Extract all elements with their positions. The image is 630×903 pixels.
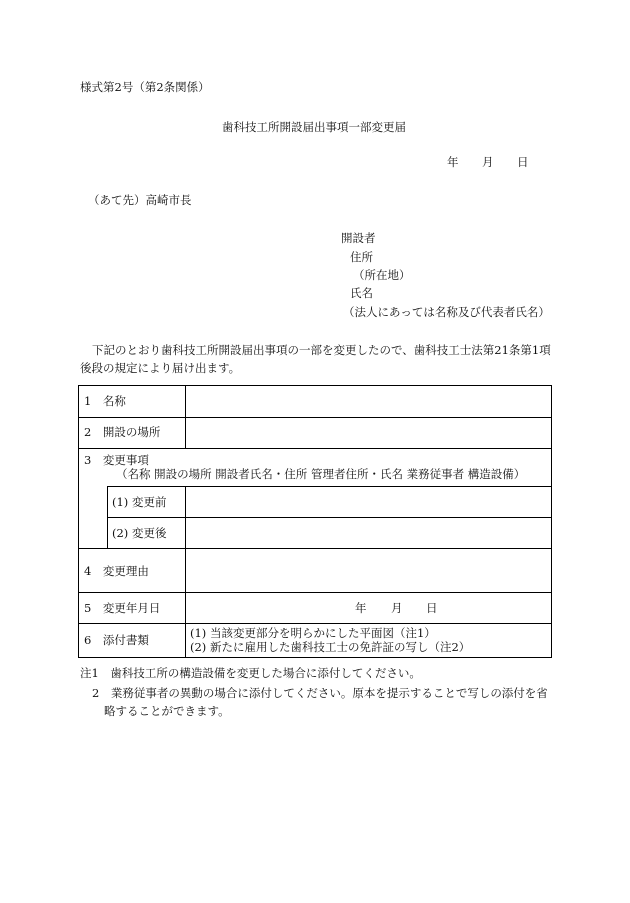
attachment-item-2: (2) 新たに雇用した歯科技工士の免許証の写し（注2） xyxy=(190,640,471,654)
change-items-list: （名称 開設の場所 開設者氏名・住所 管理者住所・氏名 業務従事者 構造設備） xyxy=(116,467,526,481)
applicant-location-label: （所在地） xyxy=(353,268,411,282)
note-1: 注1 歯科技工所の構造設備を変更した場合に添付してください。 xyxy=(80,666,421,680)
attachment-item-1: (1) 当該変更部分を明らかにした平面図（注1） xyxy=(190,626,436,640)
applicant-name-label: 氏名 xyxy=(350,286,373,300)
date-year-label: 年 xyxy=(447,155,459,169)
date-month-label: 月 xyxy=(482,155,494,169)
row-label-change-date: 5 変更年月日 xyxy=(84,601,161,615)
form-table xyxy=(78,385,552,658)
applicant-corp-note: （法人にあっては名称及び代表者氏名） xyxy=(343,305,550,319)
row-divider xyxy=(79,592,551,593)
row-label-reason: 4 変更理由 xyxy=(84,564,149,578)
intro-line-1: 下記のとおり歯科技工所開設届出事項の一部を変更したので、歯科技工士法第21条第1項 xyxy=(92,343,551,357)
row-label-name: 1 名称 xyxy=(84,394,126,408)
applicant-role: 開設者 xyxy=(341,231,376,245)
column-divider xyxy=(185,486,186,657)
note-2: 2 業務従事者の異動の場合に添付してください。原本を提示することで写しの添付を省 xyxy=(92,686,548,700)
date-day-label: 日 xyxy=(517,155,529,169)
addressee: （あて先）高崎市長 xyxy=(88,193,192,207)
row-label-location: 2 開設の場所 xyxy=(84,425,161,439)
row-divider xyxy=(79,448,551,449)
page-title: 歯科技工所開設届出事項一部変更届 xyxy=(222,120,406,134)
row-label-attachments: 6 添付書類 xyxy=(84,633,149,647)
row-label-before: (1) 変更前 xyxy=(112,495,167,509)
row-divider xyxy=(79,623,551,624)
column-divider xyxy=(107,486,108,548)
change-date-day: 日 xyxy=(426,601,438,615)
row-divider xyxy=(107,517,551,518)
applicant-address-label: 住所 xyxy=(350,250,373,264)
row-label-after: (2) 変更後 xyxy=(112,526,167,540)
change-date-year: 年 xyxy=(355,601,367,615)
note-2-continued: 略することができます。 xyxy=(104,704,230,718)
intro-line-2: 後段の規定により届け出ます。 xyxy=(80,361,241,375)
row-divider xyxy=(79,417,551,418)
row-label-changes: 3 変更事項 xyxy=(84,453,149,467)
change-date-month: 月 xyxy=(391,601,403,615)
column-divider xyxy=(185,386,186,448)
row-divider xyxy=(79,548,551,549)
form-number: 様式第2号（第2条関係） xyxy=(80,80,210,94)
row-divider xyxy=(107,486,551,487)
